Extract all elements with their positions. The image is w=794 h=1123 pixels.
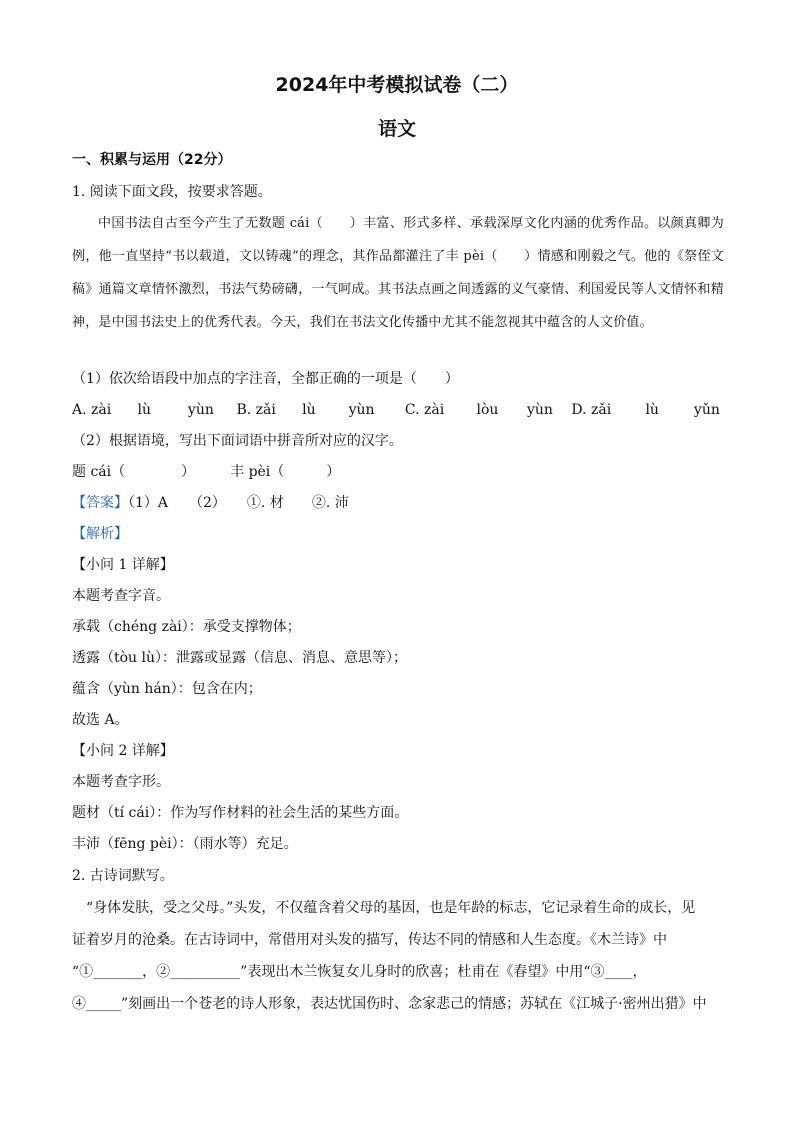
option-item: zǎi (591, 402, 612, 418)
section-heading: 一、积累与运用（22分） (72, 152, 232, 168)
question-1-intro: 1. 阅读下面文段，按要求答题。 (72, 184, 272, 200)
answer-tag: 【答案】 (72, 495, 128, 511)
detail-2-line: 丰沛（fēng pèi）：（雨水等）充足。 (72, 836, 298, 852)
option-item: lù (302, 402, 316, 418)
analysis-tag: 【解析】 (72, 526, 128, 542)
option-item: yùn (187, 402, 214, 418)
detail-1-line: 蕴含（yùn hán）：包含在内； (72, 681, 262, 697)
detail-2-line: 本题考查字形。 (72, 774, 170, 790)
option-item: yùn (526, 402, 553, 418)
sub-question-2: （2）根据语境，写出下面词语中拼音所对应的汉字。 (72, 433, 403, 449)
subject-title: 语文 (377, 118, 416, 140)
answer-options (72, 400, 720, 420)
fill-blank-line: 题 cái（ ） 丰 pèi（ ） (72, 464, 341, 480)
option-item: zǎi (255, 402, 276, 418)
exam-title: 2024年中考模拟试卷（二） (275, 74, 519, 96)
option-item: zài (91, 402, 112, 418)
detail-1-heading: 【小问 1 详解】 (72, 557, 174, 573)
reading-passage (72, 207, 724, 339)
option-c (405, 400, 567, 420)
option-item: yùn (348, 402, 375, 418)
option-d (571, 400, 720, 420)
answer-line (72, 493, 349, 513)
detail-1-line: 承载（chéng zài）：承受支撑物体； (72, 619, 301, 635)
detail-1-line: 透露（tòu lù）：泄露或显露（信息、消息、意思等）； (72, 650, 408, 666)
option-item: lòu (476, 402, 499, 418)
option-a (72, 400, 232, 420)
option-item: lù (137, 402, 151, 418)
answer-text: （1）A （2） ①. 材 ②. 沛 (128, 495, 349, 511)
option-item: lù (645, 402, 659, 418)
poem-passage-line: “①_______，②__________”表现出木兰恢复女儿身时的欣喜；杜甫在《春望》中用“③____， (72, 964, 647, 980)
detail-2-heading: 【小问 2 详解】 (72, 743, 174, 759)
passage-text: 中国书法自古至今产生了无数题 cái（ ）丰富、形式多样、承载深厚文化内涵的优秀作品。以颜真卿为例，他一直坚持“书以载道，文以铸魂”的理念，其作品都灌注了丰 pèi（ ）情感和刚毅之气。他的《祭侄文稿》通篇文章情怀激烈，书法气势磅礴，一气呵成。其书法点画之间透露的义气豪情、利国爱民等人文情怀和精神，是中国书法史上的优秀代表。今天，我们在书法文化传播中尤其不能忽视其中蕴含的人文价值。 (72, 216, 724, 330)
poem-passage-line: 证着岁月的沧桑。在古诗词中，常借用对头发的描写，传达不同的情感和人生态度。《木兰诗》中 (72, 932, 667, 948)
option-item: yǔn (693, 402, 720, 418)
sub-question-1: （1）依次给语段中加点的字注音，全都正确的一项是（ ） (72, 371, 459, 387)
option-label: B. (236, 402, 252, 418)
option-label: A. (72, 402, 87, 418)
detail-1-line: 本题考查字音。 (72, 588, 170, 604)
poem-passage-line: “身体发肤，受之父母。”头发，不仅蕴含着父母的基因，也是年龄的标志，它记录着生命的成长，见 (86, 900, 696, 916)
option-b (236, 400, 400, 420)
question-2-intro: 2. 古诗词默写。 (72, 868, 174, 884)
detail-2-line: 题材（tí cái）：作为写作材料的社会生活的某些方面。 (72, 805, 409, 821)
option-item: zài (424, 402, 445, 418)
poem-passage-line: ④_____”刻画出一个苍老的诗人形象，表达忧国伤时、念家悲己的情感；苏轼在《江城子·密州出猎》中 (72, 996, 707, 1012)
option-label: D. (571, 402, 587, 418)
detail-1-line: 故选 A。 (72, 712, 129, 728)
option-label: C. (404, 402, 420, 418)
